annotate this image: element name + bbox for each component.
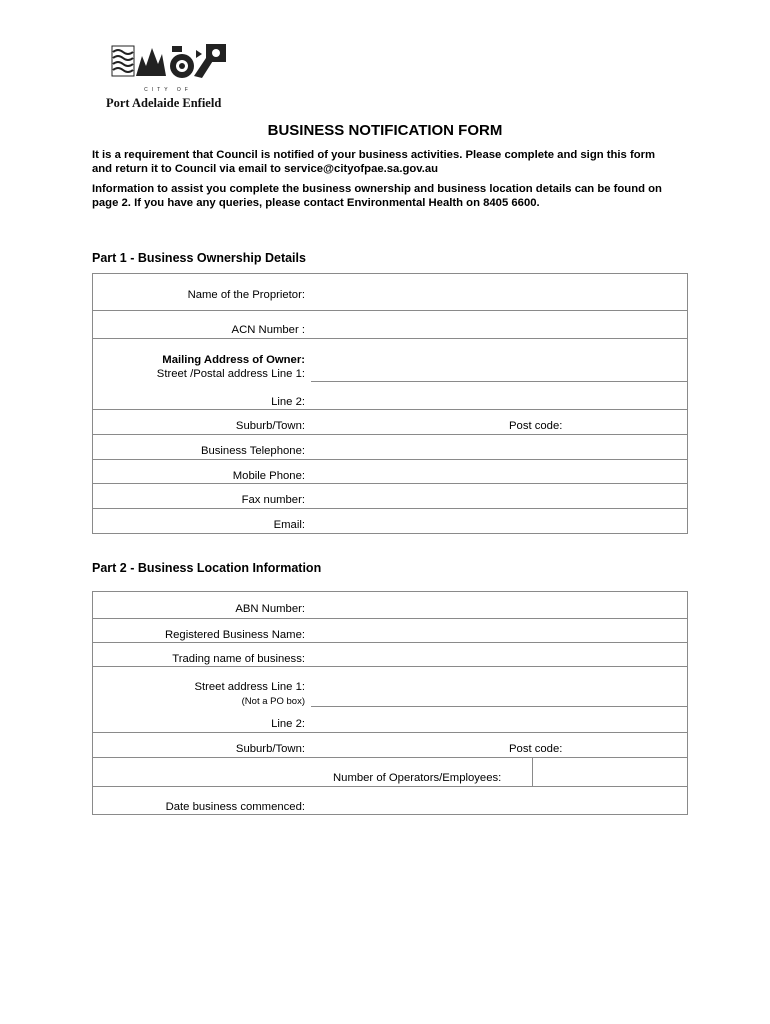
postcode-field[interactable] [579, 410, 687, 435]
mailing-address-row [93, 338, 687, 382]
trading-name-row [93, 642, 687, 667]
mailing-address-label: Mailing Address of Owner: [162, 354, 305, 366]
date-commenced-field[interactable] [311, 787, 687, 815]
email-field[interactable] [311, 509, 687, 534]
location-line2-label: Line 2: [271, 718, 305, 730]
line2-field[interactable] [311, 381, 687, 409]
location-line2-row [93, 706, 687, 732]
intro-paragraph-2: Information to assist you complete the business ownership and business location details can be found on page 2. If you have any queries, please contact Environmental Health on 8405 6600. [92, 183, 662, 209]
operators-label: Number of Operators/Employees: [333, 772, 502, 784]
location-info-table [92, 591, 688, 815]
acn-label: ACN Number : [231, 324, 305, 336]
part2-title: Part 2 - Business Location Information [92, 561, 322, 575]
council-logo [106, 42, 230, 112]
line2-label: Line 2: [271, 396, 305, 408]
telephone-row [93, 434, 687, 460]
operators-row [93, 757, 687, 787]
street-line1-label: Street /Postal address Line 1: [156, 368, 305, 380]
telephone-field[interactable] [311, 435, 687, 460]
date-commenced-row [93, 786, 687, 815]
suburb-row [93, 409, 687, 435]
location-postcode-field[interactable] [579, 733, 687, 758]
intro-paragraph-1: It is a requirement that Council is notified of your business activities. Please complete and sign this form and return it to Council via email to service@cityofpae.sa.gov.au [92, 149, 656, 175]
date-commenced-label: Date business commenced: [165, 801, 305, 813]
council-logo-icon [110, 42, 228, 84]
mobile-label: Mobile Phone: [232, 470, 305, 482]
abn-field[interactable] [311, 592, 687, 618]
location-suburb-field[interactable] [311, 733, 497, 758]
proprietor-label: Name of the Proprietor: [187, 289, 305, 301]
fax-field[interactable] [311, 484, 687, 509]
trading-name-label: Trading name of business: [172, 653, 305, 665]
acn-field[interactable] [311, 311, 687, 339]
registered-name-row [93, 618, 687, 643]
ownership-details-table [92, 273, 688, 534]
location-line2-field[interactable] [311, 706, 687, 732]
registered-name-label: Registered Business Name: [164, 629, 305, 641]
proprietor-row [93, 274, 687, 310]
telephone-label: Business Telephone: [200, 445, 305, 457]
email-row [93, 508, 687, 534]
street-address-note: (Not a PO box) [241, 696, 305, 707]
fax-row [93, 483, 687, 509]
suburb-label: Suburb/Town: [235, 420, 305, 432]
part1-title: Part 1 - Business Ownership Details [92, 251, 306, 265]
location-suburb-row [93, 732, 687, 758]
trading-name-field[interactable] [311, 643, 687, 667]
operators-field[interactable] [533, 758, 687, 787]
abn-label: ABN Number: [235, 603, 305, 615]
mobile-row [93, 459, 687, 484]
fax-label: Fax number: [241, 494, 305, 506]
suburb-field[interactable] [311, 410, 497, 435]
form-title: BUSINESS NOTIFICATION FORM [267, 122, 503, 139]
mobile-field[interactable] [311, 460, 687, 484]
logo-name: Port Adelaide Enfield [106, 96, 222, 110]
email-label: Email: [273, 519, 305, 531]
location-suburb-label: Suburb/Town: [235, 743, 305, 755]
location-postcode-label: Post code: [509, 743, 563, 755]
street-address-label: Street address Line 1: [194, 681, 305, 693]
postcode-label: Post code: [509, 420, 563, 432]
proprietor-field[interactable] [311, 274, 687, 310]
abn-row [93, 592, 687, 618]
logo-city-of: CITY OF [144, 87, 192, 93]
street-address-row [93, 666, 687, 707]
registered-name-field[interactable] [311, 619, 687, 643]
line2-row [93, 381, 687, 409]
acn-row [93, 310, 687, 339]
